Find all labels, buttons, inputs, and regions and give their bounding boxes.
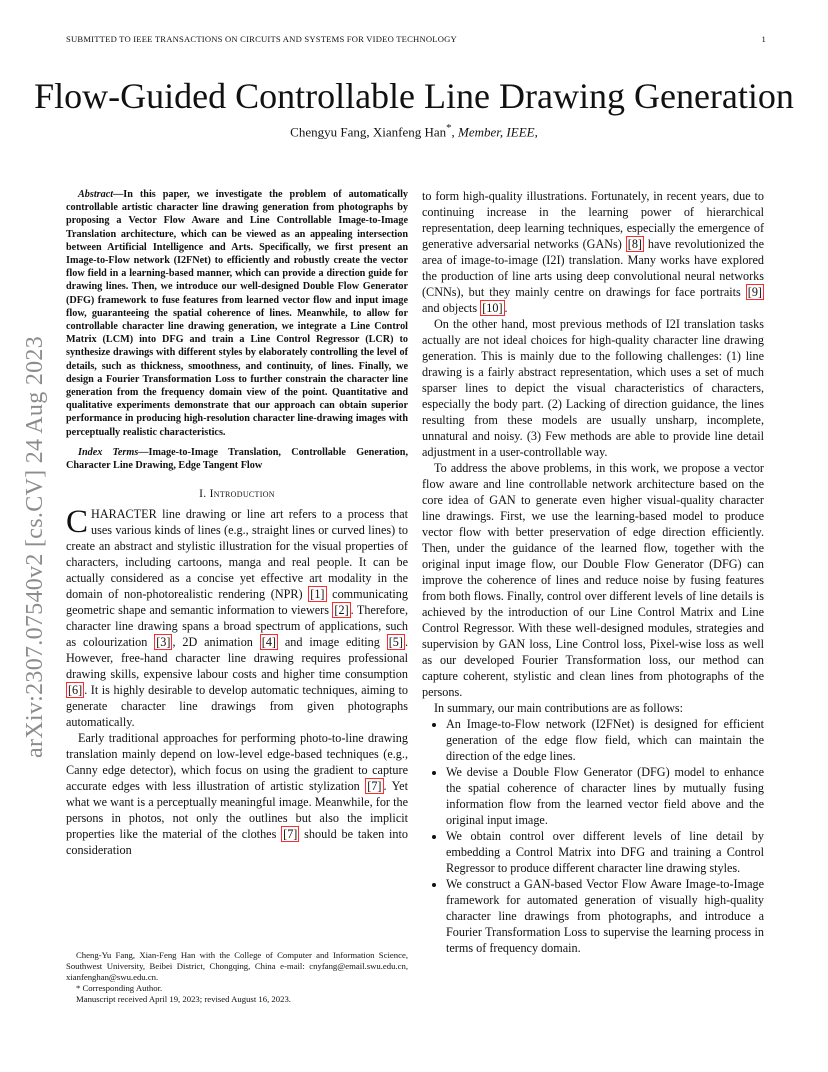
left-column: [66, 188, 408, 858]
citation-link[interactable]: [9]: [747, 285, 762, 299]
author-membership: Member, IEEE,: [458, 124, 538, 140]
running-header: [66, 34, 766, 44]
intro-paragraph-6: In summary, our main contributions are as follows:: [434, 701, 684, 715]
index-terms-text: —Image-to-Image Translation, Controllable Generation, Character Line Drawing, Edge Tangent Flow: [66, 446, 408, 472]
abstract: [66, 188, 408, 439]
corresponding-star: *: [446, 122, 452, 134]
intro-paragraph-3: to form high-quality illustrations. Fortunately, in recent years, due to continuing increase in the learning power of hierarchical representation, deep learning techniques, especially the emergence of generative adversarial networks (GANs) [8] have revolutionized the area of image-to-image (I2I) translation. Many works have explored the production of line arts using deep convolutional neural networks (CNNs), but they mainly centre on drawings for face portraits [9] and objects [10] .: [422, 189, 765, 315]
citation-link[interactable]: [10]: [482, 301, 503, 315]
intro-paragraph-1: CHARACTER line drawing or line art refers to a process that uses various kinds of lines (e.g., straight lines or curved lines) to create an abstract and stylistic illustration for the visual properties of characters, including cartoons, manga and real people. It can be actually considered as a concise yet effective art modality in the domain of non-photorealistic rendering (NPR) [1] communicating geometric shape and semantic information to viewers [2] . Therefore, character line drawing spans a broad spectrum of applications, such as colourization [3] , 2D animation [4] and image editing [5] . However, free-hand character line drawing requires professional drawing skills, expensive labour costs and higher time consumption [6] . It is highly desirable to develop automatic techniques, aiming to generate character line drawings from given photographs automatically.: [66, 504, 408, 730]
index-terms: [66, 446, 408, 472]
contributions-list: [422, 716, 764, 956]
list-item: • An Image-to-Flow network (I2FNet) is designed for efficient generation of the edge flow field, which can maintain the direction of the edge lines.: [446, 716, 764, 764]
citation-link[interactable]: [1]: [310, 587, 325, 602]
citation-link[interactable]: [4]: [261, 635, 276, 650]
list-item: • We devise a Double Flow Generator (DFG) model to enhance the spatial coherence of character lines by mutually fusing information flow from the learned vector field above and the original input image.: [446, 764, 764, 828]
list-item: • We construct a GAN-based Vector Flow Aware Image-to-Image framework for automated generation of visually high-quality character line drawings from photographs, and introduce a Fourier Transformation Loss to supervise the learning process in terms of frequency domain.: [446, 876, 764, 956]
citation-link[interactable]: [3]: [156, 635, 171, 650]
list-item: • We obtain control over different levels of line detail by embedding a Control Matrix into DFG and training a Control Regressor to produce different character line drawing styles.: [446, 828, 764, 876]
page-number: 1: [761, 34, 766, 44]
citation-link[interactable]: [2]: [334, 603, 349, 618]
footnote-corresponding: * Corresponding Author.: [76, 983, 163, 993]
intro-paragraph-2: Early traditional approaches for performing photo-to-line drawing translation mainly depend on low-level edge-based techniques (e.g., Canny edge detector), which focus on using the gradient to capture accurate edges with less illustration of artistic stylization [7] . Yet what we want is a perceptually meaningful image. Meanwhile, for the persons in photos, not only the outlines but also the implicit properties like the material of the clothes [7] should be taken into consideration: [66, 731, 409, 858]
footnote-affiliation: Cheng-Yu Fang, Xian-Feng Han with the College of Computer and Information Science, Southwest University, Beibei District, Chongqing, China e-mail: cnyfang@email.swu.edu.cn, xianfenghan@swu.edu.cn.: [66, 950, 408, 982]
citation-link[interactable]: [5]: [388, 635, 403, 650]
abstract-text: —In this paper, we investigate the problem of automatically controllable artistic character line drawing generation from photographs by proposing a Vector Flow Aware and Line Controllable Image-to-Image Translation architecture, which can be viewed as an appealing intersection between Artificial Intelligence and Arts. Specifically, we first present an Image-to-Flow network (I2FNet) to efficiently and robustly create the vector flow field in a learning-based manner, which can provide a direction guide for drawing lines. Then, we introduce our well-designed Double Flow Generator (DFG) framework to fuse features from learned vector flow and input image flow, guaranteeing the spatial coherence of lines. Meanwhile, to allow for controllable character line drawing generation, we integrate a Line Control Matrix (LCM) into DFG and train a Line Control Regressor (LCR) to synthesize drawings with different styles by elaborately controlling the level of details, such as thickness, smoothness, and continuity, of lines. Finally, we design a Fourier Transformation Loss to further constrain the character line generation from the frequency domain view of the point. Quantitative and qualitative experiments demonstrate that our approach can obtain superior performance in producing high-resolution character line-drawing images with perceptually realistic characteristics.: [66, 189, 408, 438]
intro-paragraph-5: To address the above problems, in this work, we propose a vector flow aware and line controllable network architecture based on the core idea of GAN to generate even higher visual-quality character line drawings. First, we use the learning-based model to produce vector flow with better preservation of edge direction efficiently. Then, under the guidance of the learned flow, together with the original input image flow, our Double Flow Generator (DFG) can improve the coherence of lines and reduce noise by fusing features from both flows. Finally, control over different levels of line details is achieved by the introduction of our Line Control Matrix and Line Control Regressor. With these well-designed modules, strategies and supervision by GAN loss, Line Control loss, Pixel-wise loss as well as our developed Fourier Transformation loss, our method can capture coherent, stylistic and clean lines from photographs of the persons.: [422, 461, 764, 699]
journal-name: SUBMITTED TO IEEE TRANSACTIONS ON CIRCUITS AND SYSTEMS FOR VIDEO TECHNOLOGY: [66, 34, 457, 44]
author-line: Chengyu Fang, Xianfeng Han*, Member, IEEE,: [290, 122, 538, 140]
intro-paragraph-4: On the other hand, most previous methods of I2I translation tasks actually are not ideal choices for high-quality character line drawing generation. This is mainly due to the following challenges: (1) line drawing is a fairly abstract representation, which uses a set of much sparser lines to depict the visual characteristics of characters, especially the body part. (2) Lacking of direction guidance, the lines resulting from these models are usually unsharp, incomplete, unnatural and noisy. (3) Few methods are able to provide line detail adjustment in a user-controllable way.: [422, 317, 764, 459]
index-terms-label: Index Terms: [78, 446, 139, 458]
citation-link[interactable]: [7]: [367, 779, 382, 794]
citation-link[interactable]: [7]: [283, 827, 298, 842]
arxiv-stamp: arXiv:2307.07540v2 [cs.CV] 24 Aug 2023: [22, 335, 48, 758]
citation-link[interactable]: [6]: [68, 683, 83, 698]
abstract-label: Abstract: [78, 189, 114, 200]
author-names: Chengyu Fang, Xianfeng Han: [290, 124, 447, 140]
paper-title: Flow-Guided Controllable Line Drawing Generation: [34, 76, 794, 116]
footnote-received: Manuscript received April 19, 2023; revised August 16, 2023.: [76, 994, 291, 1004]
section-heading-introduction: I. Introduction: [199, 488, 275, 501]
right-column: [422, 188, 764, 956]
citation-link[interactable]: [8]: [627, 237, 642, 251]
footnotes: [66, 950, 408, 1005]
drop-cap: C: [66, 504, 89, 541]
